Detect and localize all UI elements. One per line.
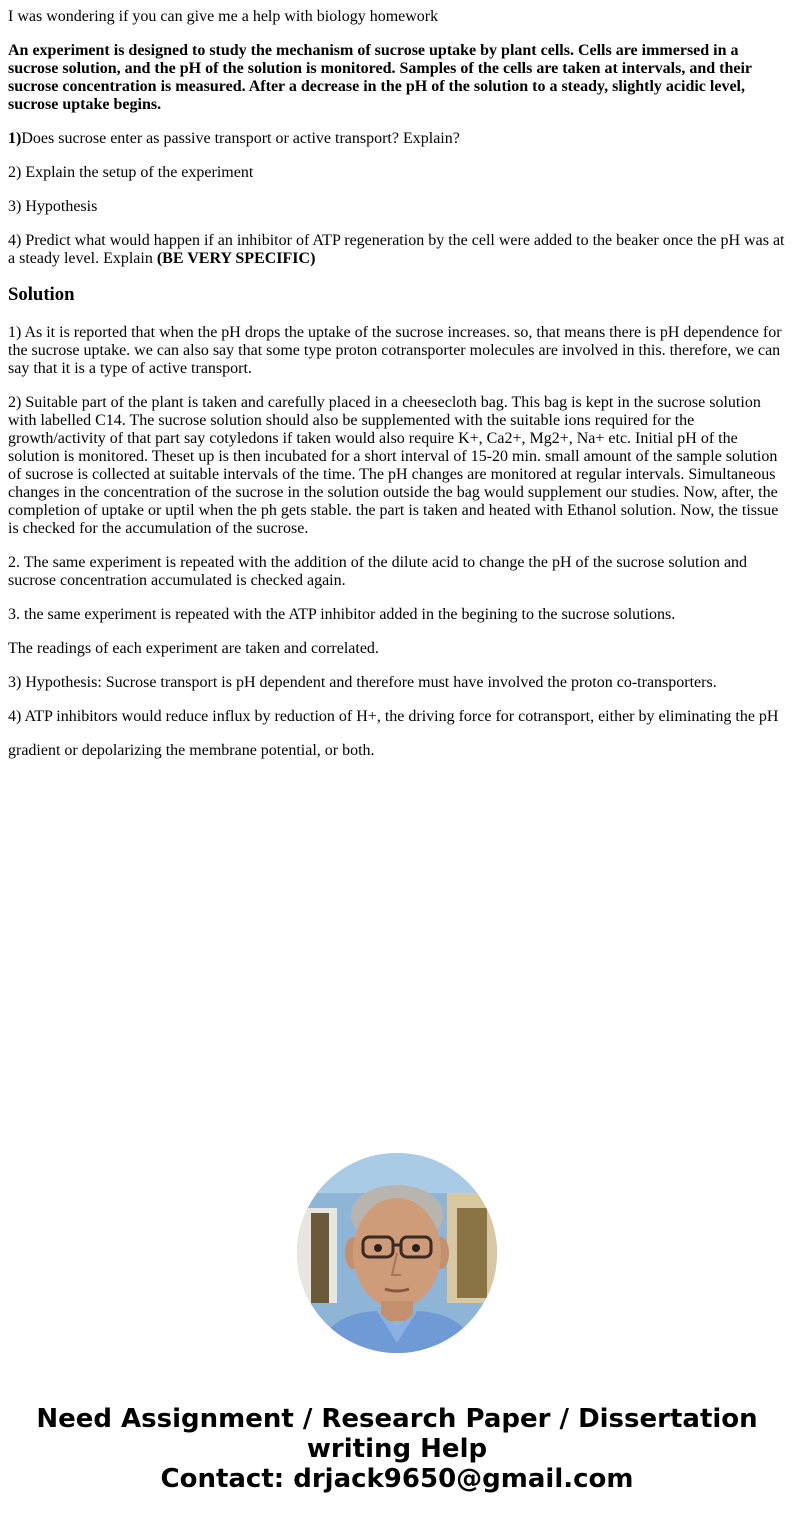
question-2: 2) Explain the setup of the experiment [8, 164, 254, 181]
question-1-number: 1) [8, 130, 22, 147]
question-1-text: Does sucrose enter as passive transport or active transport? Explain? [21, 130, 460, 147]
question-intro: I was wondering if you can give me a help with biology homework [8, 8, 439, 25]
promo-line-2: writing Help [306, 1434, 488, 1464]
promo-banner [0, 1404, 794, 1494]
avatar-portrait-image [297, 1153, 497, 1353]
promo-line-1: Need Assignment / Research Paper / Dissertation [36, 1404, 758, 1434]
solution-paragraph-5: The readings of each experiment are taken and correlated. [8, 640, 379, 657]
question-4-emphasis: (BE VERY SPECIFIC) [156, 250, 316, 267]
question-1 [8, 130, 786, 148]
solution-paragraph-1: 1) As it is reported that when the pH drops the uptake of the sucrose increases. so, that means there is pH dependence for the sucrose uptake. we can also say that some type proton cotransporter molecules are involved in this. therefore, we can say that it is a type of active transport. [8, 324, 782, 377]
question-prompt: An experiment is designed to study the mechanism of sucrose uptake by plant cells. Cells are immersed in a sucrose solution, and the pH of the solution is monitored. Samples of the cells are taken at intervals, and their sucrose concentration is measured. After a decrease in the pH of the solution to a steady, slightly acidic level, sucrose uptake begins. [8, 42, 752, 113]
promo-contact: Contact: drjack9650@gmail.com [160, 1464, 634, 1494]
solution-paragraph-4: 3. the same experiment is repeated with the ATP inhibitor added in the begining to the sucrose solutions. [8, 606, 676, 623]
document-body [8, 8, 786, 784]
question-4-text: 4) Predict what would happen if an inhibitor of ATP regeneration by the cell were added to the beaker once the pH was at a steady level. Explain [8, 232, 785, 267]
question-3: 3) Hypothesis [8, 198, 98, 215]
author-avatar [297, 1153, 497, 1353]
question-4 [8, 232, 786, 268]
solution-paragraph-2: 2) Suitable part of the plant is taken and carefully placed in a cheesecloth bag. This bag is kept in the sucrose solution with labelled C14. The sucrose solution should also be supplemented with the suitable ions required for the growth/activity of that part say cotyledons if taken would also require K+, Ca2+, Mg2+, Na+ etc. Initial pH of the solution is monitored. Theset up is then incubated for a short interval of 15-20 min. small amount of the sample solution of sucrose is collected at suitable intervals of the time. The pH changes are monitored at regular intervals. Simultaneous changes in the concentration of the sucrose in the solution outside the bag would supplement our studies. Now, after, the completion of uptake or uptil when the ph gets stable. the part is taken and heated with Ethanol solution. Now, the tissue is checked for the accumulation of the sucrose. [8, 394, 779, 537]
solution-paragraph-3: 2. The same experiment is repeated with the addition of the dilute acid to change the pH of the sucrose solution and sucrose concentration accumulated is checked again. [8, 554, 748, 589]
solution-heading: Solution [8, 284, 75, 305]
solution-paragraph-6: 3) Hypothesis: Sucrose transport is pH dependent and therefore must have involved the proton co-transporters. [8, 674, 717, 691]
solution-paragraph-7: 4) ATP inhibitors would reduce influx by reduction of H+, the driving force for cotransport, either by eliminating the pH gradient or depolarizing the membrane potential, or both. [8, 708, 779, 759]
